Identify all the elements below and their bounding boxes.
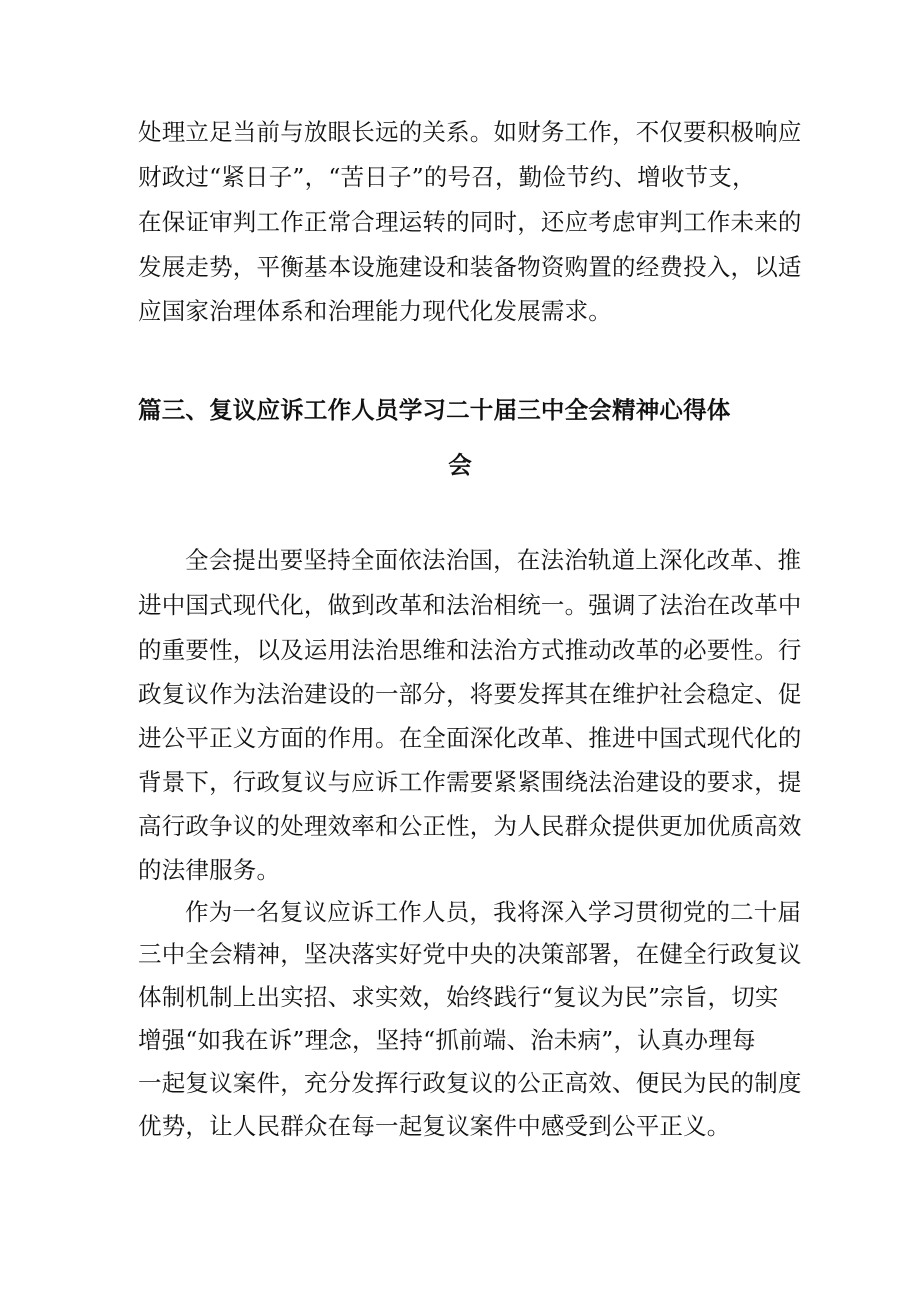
paragraph-line: 全会提出要坚持全面依法治国，在法治轨道上深化改革、推 bbox=[185, 546, 802, 574]
paragraph-line: 的重要性，以及运用法治思维和法治方式推动改革的必要性。行 bbox=[138, 636, 802, 664]
paragraph-line: 增强“如我在诉”理念，坚持“抓前端、治未病”，认真办理每 bbox=[138, 1026, 756, 1054]
paragraph-line: 的法律服务。 bbox=[138, 856, 281, 884]
section-heading-tail: 会 bbox=[448, 451, 472, 479]
paragraph-line: 发展走势，平衡基本设施建设和装备物资购置的经费投入，以适 bbox=[138, 253, 802, 281]
paragraph-line: 进公平正义方面的作用。在全面深化改革、推进中国式现代化的 bbox=[138, 724, 802, 752]
paragraph-line: 应国家治理体系和治理能力现代化发展需求。 bbox=[138, 297, 612, 325]
section-heading-line: 篇三、复议应诉工作人员学习二十届三中全会精神心得体 bbox=[138, 396, 731, 424]
paragraph-line: 背景下，行政复议与应诉工作需要紧紧围绕法治建设的要求，提 bbox=[138, 768, 802, 796]
paragraph-line: 三中全会精神，坚决落实好党中央的决策部署，在健全行政复议 bbox=[138, 940, 802, 968]
paragraph-line: 一起复议案件，充分发挥行政复议的公正高效、便民为民的制度 bbox=[138, 1069, 802, 1097]
paragraph-line: 作为一名复议应诉工作人员，我将深入学习贯彻党的二十届 bbox=[185, 898, 802, 926]
paragraph-line: 高行政争议的处理效率和公正性，为人民群众提供更加优质高效 bbox=[138, 812, 802, 840]
paragraph-line: 优势，让人民群众在每一起复议案件中感受到公平正义。 bbox=[138, 1112, 731, 1140]
paragraph-line: 在保证审判工作正常合理运转的同时，还应考虑审判工作未来的 bbox=[138, 208, 802, 236]
paragraph-line: 处理立足当前与放眼长远的关系。如财务工作，不仅要积极响应 bbox=[138, 118, 802, 146]
paragraph-line: 政复议作为法治建设的一部分，将要发挥其在维护社会稳定、促 bbox=[138, 680, 802, 708]
paragraph-line: 财政过“紧日子”，“苦日子”的号召，勤俭节约、增收节支， bbox=[138, 163, 756, 191]
paragraph-line: 体制机制上出实招、求实效，始终践行“复议为民”宗旨，切实 bbox=[138, 983, 779, 1011]
paragraph-line: 进中国式现代化，做到改革和法治相统一。强调了法治在改革中 bbox=[138, 591, 802, 619]
